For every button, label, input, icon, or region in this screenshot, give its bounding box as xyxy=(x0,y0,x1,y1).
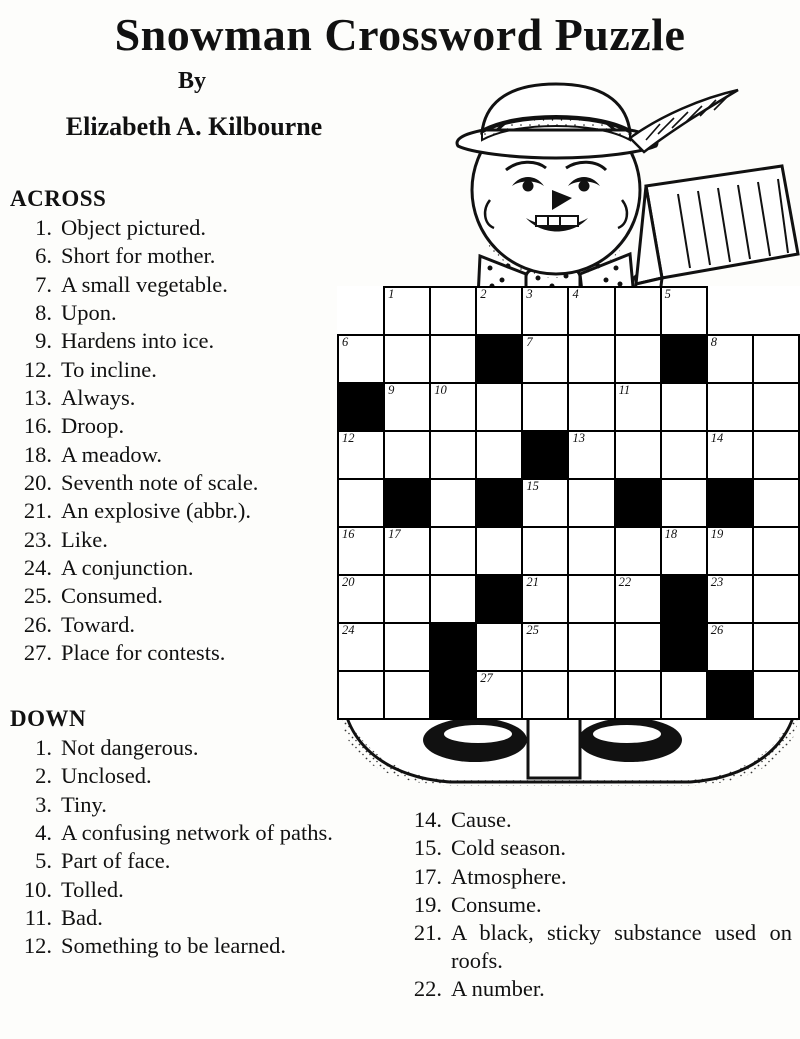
clue-text: Atmosphere. xyxy=(451,863,567,889)
grid-cell[interactable] xyxy=(338,671,384,719)
grid-cell[interactable] xyxy=(615,287,661,335)
clue-text: Always. xyxy=(61,384,136,410)
grid-cell-block xyxy=(476,575,522,623)
grid-cell[interactable] xyxy=(476,623,522,671)
clue-item xyxy=(10,932,400,959)
grid-cell-block xyxy=(338,383,384,431)
author-name: Elizabeth A. Kilbourne xyxy=(65,112,323,141)
clue-number: 12. xyxy=(23,933,52,959)
grid-cell-block xyxy=(661,575,707,623)
grid-cell-empty xyxy=(753,287,799,335)
clue-text: A black, sticky substance used on roofs. xyxy=(451,920,792,973)
clue-item xyxy=(10,271,350,298)
clue-item xyxy=(10,526,350,553)
clue-text: A meadow. xyxy=(61,441,163,467)
grid-cell[interactable] xyxy=(476,383,522,431)
clue-number: 18. xyxy=(23,441,52,467)
grid-cell[interactable] xyxy=(430,527,476,575)
clue-number: 5. xyxy=(35,848,52,874)
clue-text: Tiny. xyxy=(61,791,107,817)
grid-cell-number: 7 xyxy=(526,335,533,349)
crossword-grid-body xyxy=(338,287,799,719)
grid-cell-number: 15 xyxy=(526,479,539,493)
clue-item xyxy=(10,762,400,789)
clue-text: Place for contests. xyxy=(61,639,226,665)
clue-text: A conjunction. xyxy=(61,554,194,580)
crossword-row xyxy=(338,671,799,719)
clue-text: Consumed. xyxy=(61,583,163,609)
grid-cell-number: 18 xyxy=(664,527,678,541)
clue-number: 9. xyxy=(35,328,52,354)
grid-cell[interactable] xyxy=(522,623,568,671)
clue-number: 2. xyxy=(35,763,52,789)
grid-cell[interactable] xyxy=(661,479,707,527)
crossword-row xyxy=(338,527,799,575)
clue-text: A confusing network of paths. xyxy=(61,819,333,845)
grid-cell-number: 24 xyxy=(342,623,355,637)
crossword-row xyxy=(338,287,799,335)
across-heading: ACROSS xyxy=(10,186,107,211)
clue-number: 7. xyxy=(35,271,52,297)
grid-cell-number: 2 xyxy=(480,287,487,301)
grid-cell-number: 9 xyxy=(388,383,395,397)
down-clue-list-right xyxy=(400,806,792,1002)
clue-item xyxy=(10,639,350,666)
grid-cell[interactable] xyxy=(384,527,430,575)
clue-number: 26. xyxy=(23,611,52,637)
grid-cell-number: 19 xyxy=(710,527,724,541)
grid-cell[interactable] xyxy=(384,575,430,623)
clue-item xyxy=(400,891,792,918)
grid-cell[interactable] xyxy=(615,383,661,431)
grid-cell[interactable] xyxy=(568,575,614,623)
crossword-row xyxy=(338,479,799,527)
clue-text: Tolled. xyxy=(61,876,124,902)
grid-cell-number: 1 xyxy=(388,287,395,301)
clue-text: A small vegetable. xyxy=(61,271,228,297)
grid-cell[interactable] xyxy=(384,431,430,479)
clue-number: 12. xyxy=(23,356,52,382)
grid-cell[interactable] xyxy=(615,623,661,671)
across-section xyxy=(10,186,350,667)
clue-text: Seventh note of scale. xyxy=(61,469,259,495)
clue-item xyxy=(10,441,350,468)
clue-number: 19. xyxy=(413,891,442,917)
grid-cell-number: 5 xyxy=(664,287,671,301)
grid-cell[interactable] xyxy=(615,575,661,623)
grid-cell[interactable] xyxy=(384,383,430,431)
grid-cell-block xyxy=(661,623,707,671)
clue-item xyxy=(10,412,350,439)
grid-cell[interactable] xyxy=(707,383,753,431)
grid-cell[interactable] xyxy=(615,671,661,719)
clue-item xyxy=(10,554,350,581)
clue-text: Droop. xyxy=(61,413,125,439)
grid-cell[interactable] xyxy=(615,527,661,575)
grid-cell[interactable] xyxy=(753,671,799,719)
grid-cell[interactable] xyxy=(522,335,568,383)
clue-item xyxy=(10,582,350,609)
clue-item xyxy=(10,214,350,241)
clue-text: An explosive (abbr.). xyxy=(61,498,251,524)
clue-number: 3. xyxy=(35,791,52,817)
clue-item xyxy=(400,919,792,974)
grid-cell[interactable] xyxy=(615,335,661,383)
clue-text: Part of face. xyxy=(61,848,171,874)
grid-cell-empty xyxy=(707,287,753,335)
clue-item xyxy=(10,611,350,638)
clue-number: 4. xyxy=(35,819,52,845)
clue-number: 10. xyxy=(23,876,52,902)
grid-cell[interactable] xyxy=(476,527,522,575)
clue-item xyxy=(10,327,350,354)
down-section xyxy=(10,706,400,961)
grid-cell-number: 6 xyxy=(342,335,349,349)
grid-cell[interactable] xyxy=(384,623,430,671)
clue-text: Cause. xyxy=(451,807,512,832)
grid-cell[interactable] xyxy=(430,287,476,335)
clue-number: 23. xyxy=(23,526,52,552)
grid-cell[interactable] xyxy=(661,431,707,479)
clue-number: 13. xyxy=(23,384,52,410)
grid-cell[interactable] xyxy=(753,623,799,671)
page-title: Snowman Crossword Puzzle xyxy=(114,9,686,60)
grid-cell[interactable] xyxy=(430,479,476,527)
clue-item xyxy=(10,469,350,496)
grid-cell[interactable] xyxy=(338,431,384,479)
grid-cell[interactable] xyxy=(753,431,799,479)
grid-cell-number: 17 xyxy=(388,527,401,541)
grid-cell[interactable] xyxy=(430,575,476,623)
grid-cell[interactable] xyxy=(707,623,753,671)
grid-cell-number: 25 xyxy=(526,623,539,637)
grid-cell-number: 27 xyxy=(480,671,493,685)
grid-cell[interactable] xyxy=(476,671,522,719)
grid-cell[interactable] xyxy=(568,527,614,575)
grid-cell-number: 20 xyxy=(342,575,355,589)
clue-text: Something to be learned. xyxy=(61,933,286,959)
grid-cell-block xyxy=(476,479,522,527)
clue-item xyxy=(10,384,350,411)
byline-label: By xyxy=(177,68,206,94)
grid-cell[interactable] xyxy=(753,527,799,575)
grid-cell[interactable] xyxy=(661,671,707,719)
grid-cell[interactable] xyxy=(338,575,384,623)
grid-cell-block xyxy=(430,623,476,671)
grid-cell-block xyxy=(707,671,753,719)
grid-cell[interactable] xyxy=(522,575,568,623)
grid-cell-block xyxy=(615,479,661,527)
clue-text: A number. xyxy=(451,975,545,1001)
clue-text: Bad. xyxy=(61,904,103,930)
crossword-row xyxy=(338,623,799,671)
grid-cell-number: 16 xyxy=(342,527,355,541)
clue-number: 25. xyxy=(23,583,52,609)
grid-cell[interactable] xyxy=(522,287,568,335)
grid-cell-number: 11 xyxy=(618,383,631,397)
grid-cell[interactable] xyxy=(661,527,707,575)
clue-item xyxy=(10,299,350,326)
clue-text: Object pictured. xyxy=(61,215,206,240)
grid-cell[interactable] xyxy=(476,431,522,479)
grid-cell[interactable] xyxy=(522,479,568,527)
grid-cell-number: 26 xyxy=(710,623,724,637)
across-clue-list xyxy=(10,214,350,666)
clue-text: Consume. xyxy=(451,891,542,917)
clue-text: Not dangerous. xyxy=(61,735,199,760)
clue-text: Upon. xyxy=(61,299,117,325)
clue-number: 1. xyxy=(35,215,52,240)
clue-item xyxy=(400,834,792,861)
grid-cell[interactable] xyxy=(568,623,614,671)
clue-number: 1. xyxy=(35,735,52,760)
down-heading: DOWN xyxy=(10,706,87,731)
grid-cell[interactable] xyxy=(568,431,614,479)
clue-item xyxy=(10,791,400,818)
crossword-row xyxy=(338,335,799,383)
grid-cell[interactable] xyxy=(522,671,568,719)
grid-cell[interactable] xyxy=(753,479,799,527)
grid-cell[interactable] xyxy=(568,479,614,527)
grid-cell-number: 10 xyxy=(434,383,447,397)
clue-number: 17. xyxy=(413,863,442,889)
grid-cell-number: 14 xyxy=(710,431,724,445)
grid-cell-block xyxy=(430,671,476,719)
grid-cell-number: 21 xyxy=(526,575,539,589)
clue-item xyxy=(400,975,792,1002)
grid-cell[interactable] xyxy=(707,431,753,479)
clue-text: Toward. xyxy=(61,611,136,637)
clue-text: Like. xyxy=(61,526,108,552)
grid-cell[interactable] xyxy=(661,287,707,335)
clue-item xyxy=(10,904,400,931)
clue-number: 14. xyxy=(413,807,442,832)
grid-cell[interactable] xyxy=(707,335,753,383)
grid-cell[interactable] xyxy=(338,623,384,671)
grid-cell[interactable] xyxy=(384,671,430,719)
grid-cell-block xyxy=(522,431,568,479)
clue-number: 15. xyxy=(413,835,442,861)
grid-cell-block xyxy=(476,335,522,383)
clue-text: Unclosed. xyxy=(61,763,152,789)
grid-cell[interactable] xyxy=(522,527,568,575)
grid-cell-number: 4 xyxy=(572,287,579,301)
grid-cell-block xyxy=(707,479,753,527)
grid-cell[interactable] xyxy=(753,575,799,623)
grid-cell[interactable] xyxy=(430,335,476,383)
grid-cell[interactable] xyxy=(753,383,799,431)
clue-number: 16. xyxy=(23,413,52,439)
clue-number: 22. xyxy=(413,975,442,1001)
crossword-grid[interactable] xyxy=(337,286,800,720)
grid-cell[interactable] xyxy=(568,671,614,719)
grid-cell-block xyxy=(384,479,430,527)
grid-cell[interactable] xyxy=(615,431,661,479)
grid-cell-number: 8 xyxy=(710,335,717,349)
grid-cell-number: 12 xyxy=(342,431,355,445)
grid-cell[interactable] xyxy=(707,575,753,623)
clue-number: 8. xyxy=(35,299,52,325)
grid-cell[interactable] xyxy=(338,479,384,527)
grid-cell[interactable] xyxy=(384,335,430,383)
clue-item xyxy=(10,356,350,383)
clue-item xyxy=(10,819,400,846)
clue-number: 20. xyxy=(23,469,52,495)
clue-number: 11. xyxy=(24,904,52,930)
grid-cell[interactable] xyxy=(338,527,384,575)
grid-cell[interactable] xyxy=(707,527,753,575)
clue-text: Cold season. xyxy=(451,835,566,861)
clue-item xyxy=(10,876,400,903)
crossword-row xyxy=(338,575,799,623)
grid-cell-number: 3 xyxy=(526,287,533,301)
grid-cell[interactable] xyxy=(753,335,799,383)
down-clue-list-left xyxy=(10,734,400,960)
clue-item xyxy=(400,863,792,890)
grid-cell[interactable] xyxy=(476,287,522,335)
clue-text: Short for mother. xyxy=(61,243,216,269)
grid-cell[interactable] xyxy=(430,383,476,431)
grid-cell-empty xyxy=(338,287,384,335)
grid-cell-number: 13 xyxy=(572,431,585,445)
grid-cell[interactable] xyxy=(661,383,707,431)
clue-item xyxy=(10,242,350,269)
grid-cell-number: 22 xyxy=(618,575,632,589)
clue-number: 21. xyxy=(413,920,442,946)
crossword-row xyxy=(338,431,799,479)
grid-cell[interactable] xyxy=(430,431,476,479)
grid-cell[interactable] xyxy=(522,383,568,431)
clue-number: 6. xyxy=(35,243,52,269)
grid-cell-number: 23 xyxy=(710,575,724,589)
clue-item xyxy=(10,847,400,874)
grid-cell[interactable] xyxy=(338,335,384,383)
grid-cell[interactable] xyxy=(568,287,614,335)
grid-cell[interactable] xyxy=(568,335,614,383)
grid-cell-block xyxy=(661,335,707,383)
clue-item xyxy=(400,806,792,833)
grid-cell[interactable] xyxy=(384,287,430,335)
clue-number: 27. xyxy=(23,639,52,665)
clue-number: 21. xyxy=(23,498,52,524)
clue-item xyxy=(10,734,400,761)
clue-text: Hardens into ice. xyxy=(61,328,215,354)
grid-cell[interactable] xyxy=(568,383,614,431)
clue-number: 24. xyxy=(23,554,52,580)
crossword-row xyxy=(338,383,799,431)
clue-text: To incline. xyxy=(61,356,157,382)
down-section-continued xyxy=(400,806,792,1003)
clue-item xyxy=(10,497,350,524)
